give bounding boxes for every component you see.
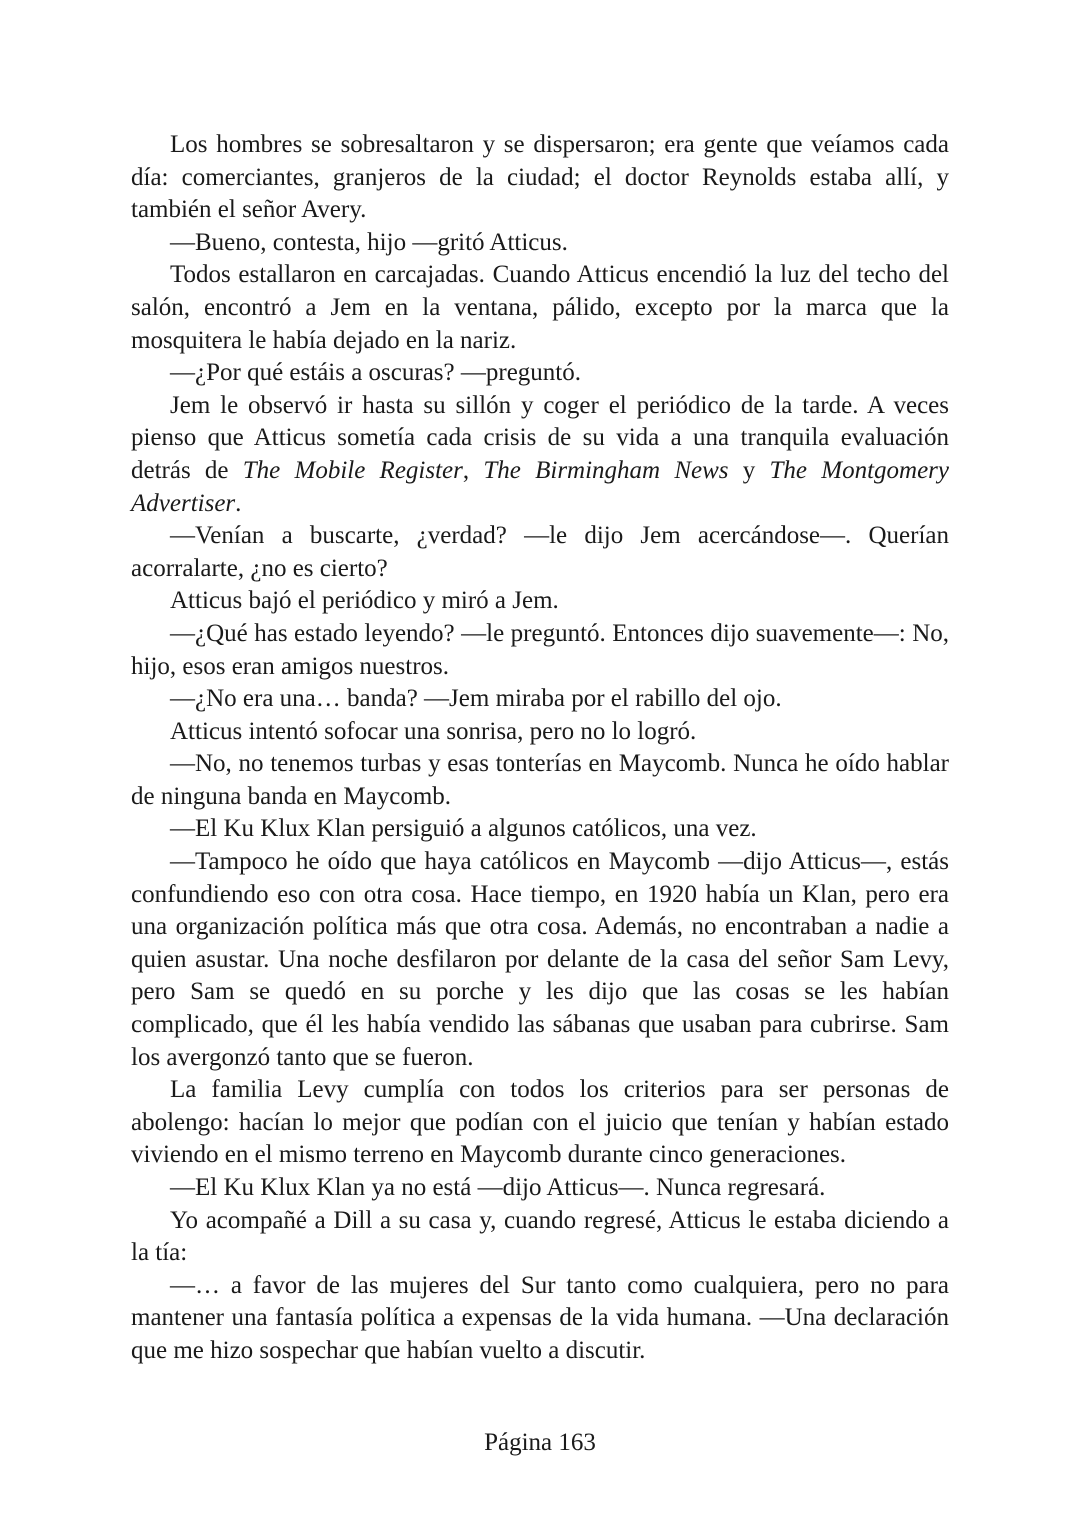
newspaper-title: The Montgomery Advertiser: [131, 456, 949, 517]
paragraph: —No, no tenemos turbas y esas tonterías en Maycomb. Nunca he oído hablar de ninguna banda en Maycomb.: [131, 750, 949, 810]
paragraph: —¿Por qué estáis a oscuras? —preguntó.: [170, 359, 581, 387]
paragraph: Atticus intentó sofocar una sonrisa, pero no lo logró.: [170, 717, 697, 745]
paragraph: —… a favor de las mujeres del Sur tanto como cualquiera, pero no para mantener una fantasía política a expensas de la vida humana. —Una declaración que me hizo sospechar que habían vuelto a discutir.: [131, 1271, 949, 1364]
page-body-text: [131, 129, 949, 1368]
paragraph: —¿No era una… banda? —Jem miraba por el rabillo del ojo.: [170, 685, 782, 713]
paragraph: —Bueno, contesta, hijo —gritó Atticus.: [170, 228, 568, 256]
paragraph: —¿Qué has estado leyendo? —le preguntó. Entonces dijo suavemente—: No, hijo, esos eran amigos nuestros.: [131, 619, 949, 680]
paragraph-text: Jem le observó ir hasta su sillón y coger el periódico de la tarde. A veces pienso que Atticus sometía cada crisis de su vida a una tranquila evaluación detrás de: [131, 391, 949, 484]
paragraph: La familia Levy cumplía con todos los criterios para ser personas de abolengo: hacían lo mejor que podían con el juicio que tenían y habían estado viviendo en el mismo terreno en Maycomb durante cinco generaciones.: [131, 1076, 949, 1169]
separator: ,: [462, 456, 484, 484]
paragraph: Los hombres se sobresaltaron y se dispersaron; era gente que veíamos cada día: comerciantes, granjeros de la ciudad; el doctor Reynolds estaba allí, y también el señor Avery.: [131, 131, 949, 224]
paragraph: —El Ku Klux Klan ya no está —dijo Atticus—. Nunca regresará.: [170, 1174, 826, 1201]
page-number: Página 163: [484, 1429, 596, 1456]
separator: y: [728, 456, 770, 484]
newspaper-title: The Birmingham News: [483, 456, 729, 484]
paragraph: —Tampoco he oído que haya católicos en Maycomb —dijo Atticus—, estás confundiendo eso con otra cosa. Hace tiempo, en 1920 había un Klan, pero era una organización política más que otra cosa. Además, no encontraban a nadie a quien asustar. Una noche desfilaron por delante de la casa del señor Sam Levy, pero Sam se quedó en su porche y les dijo que las cosas se les habían complicado, que él les había vendido las sábanas que usaban para cubrirse. Sam los avergonzó tanto que se fueron.: [131, 848, 949, 1071]
paragraph: [131, 390, 949, 520]
paragraph: Todos estallaron en carcajadas. Cuando Atticus encendió la luz del techo del salón, encontró a Jem en la ventana, pálido, excepto por la marca que la mosquitera le había dejado en la nariz.: [131, 261, 949, 354]
paragraph: —Venían a buscarte, ¿verdad? —le dijo Jem acercándose—. Querían acorralarte, ¿no es cierto?: [131, 522, 949, 582]
paragraph: —El Ku Klux Klan persiguió a algunos católicos, una vez.: [170, 815, 757, 843]
paragraph-text: .: [235, 489, 242, 517]
paragraph: Atticus bajó el periódico y miró a Jem.: [170, 587, 559, 615]
paragraph: Yo acompañé a Dill a su casa y, cuando regresé, Atticus le estaba diciendo a la tía:: [131, 1206, 949, 1267]
newspaper-title: The Mobile Register: [242, 456, 463, 484]
